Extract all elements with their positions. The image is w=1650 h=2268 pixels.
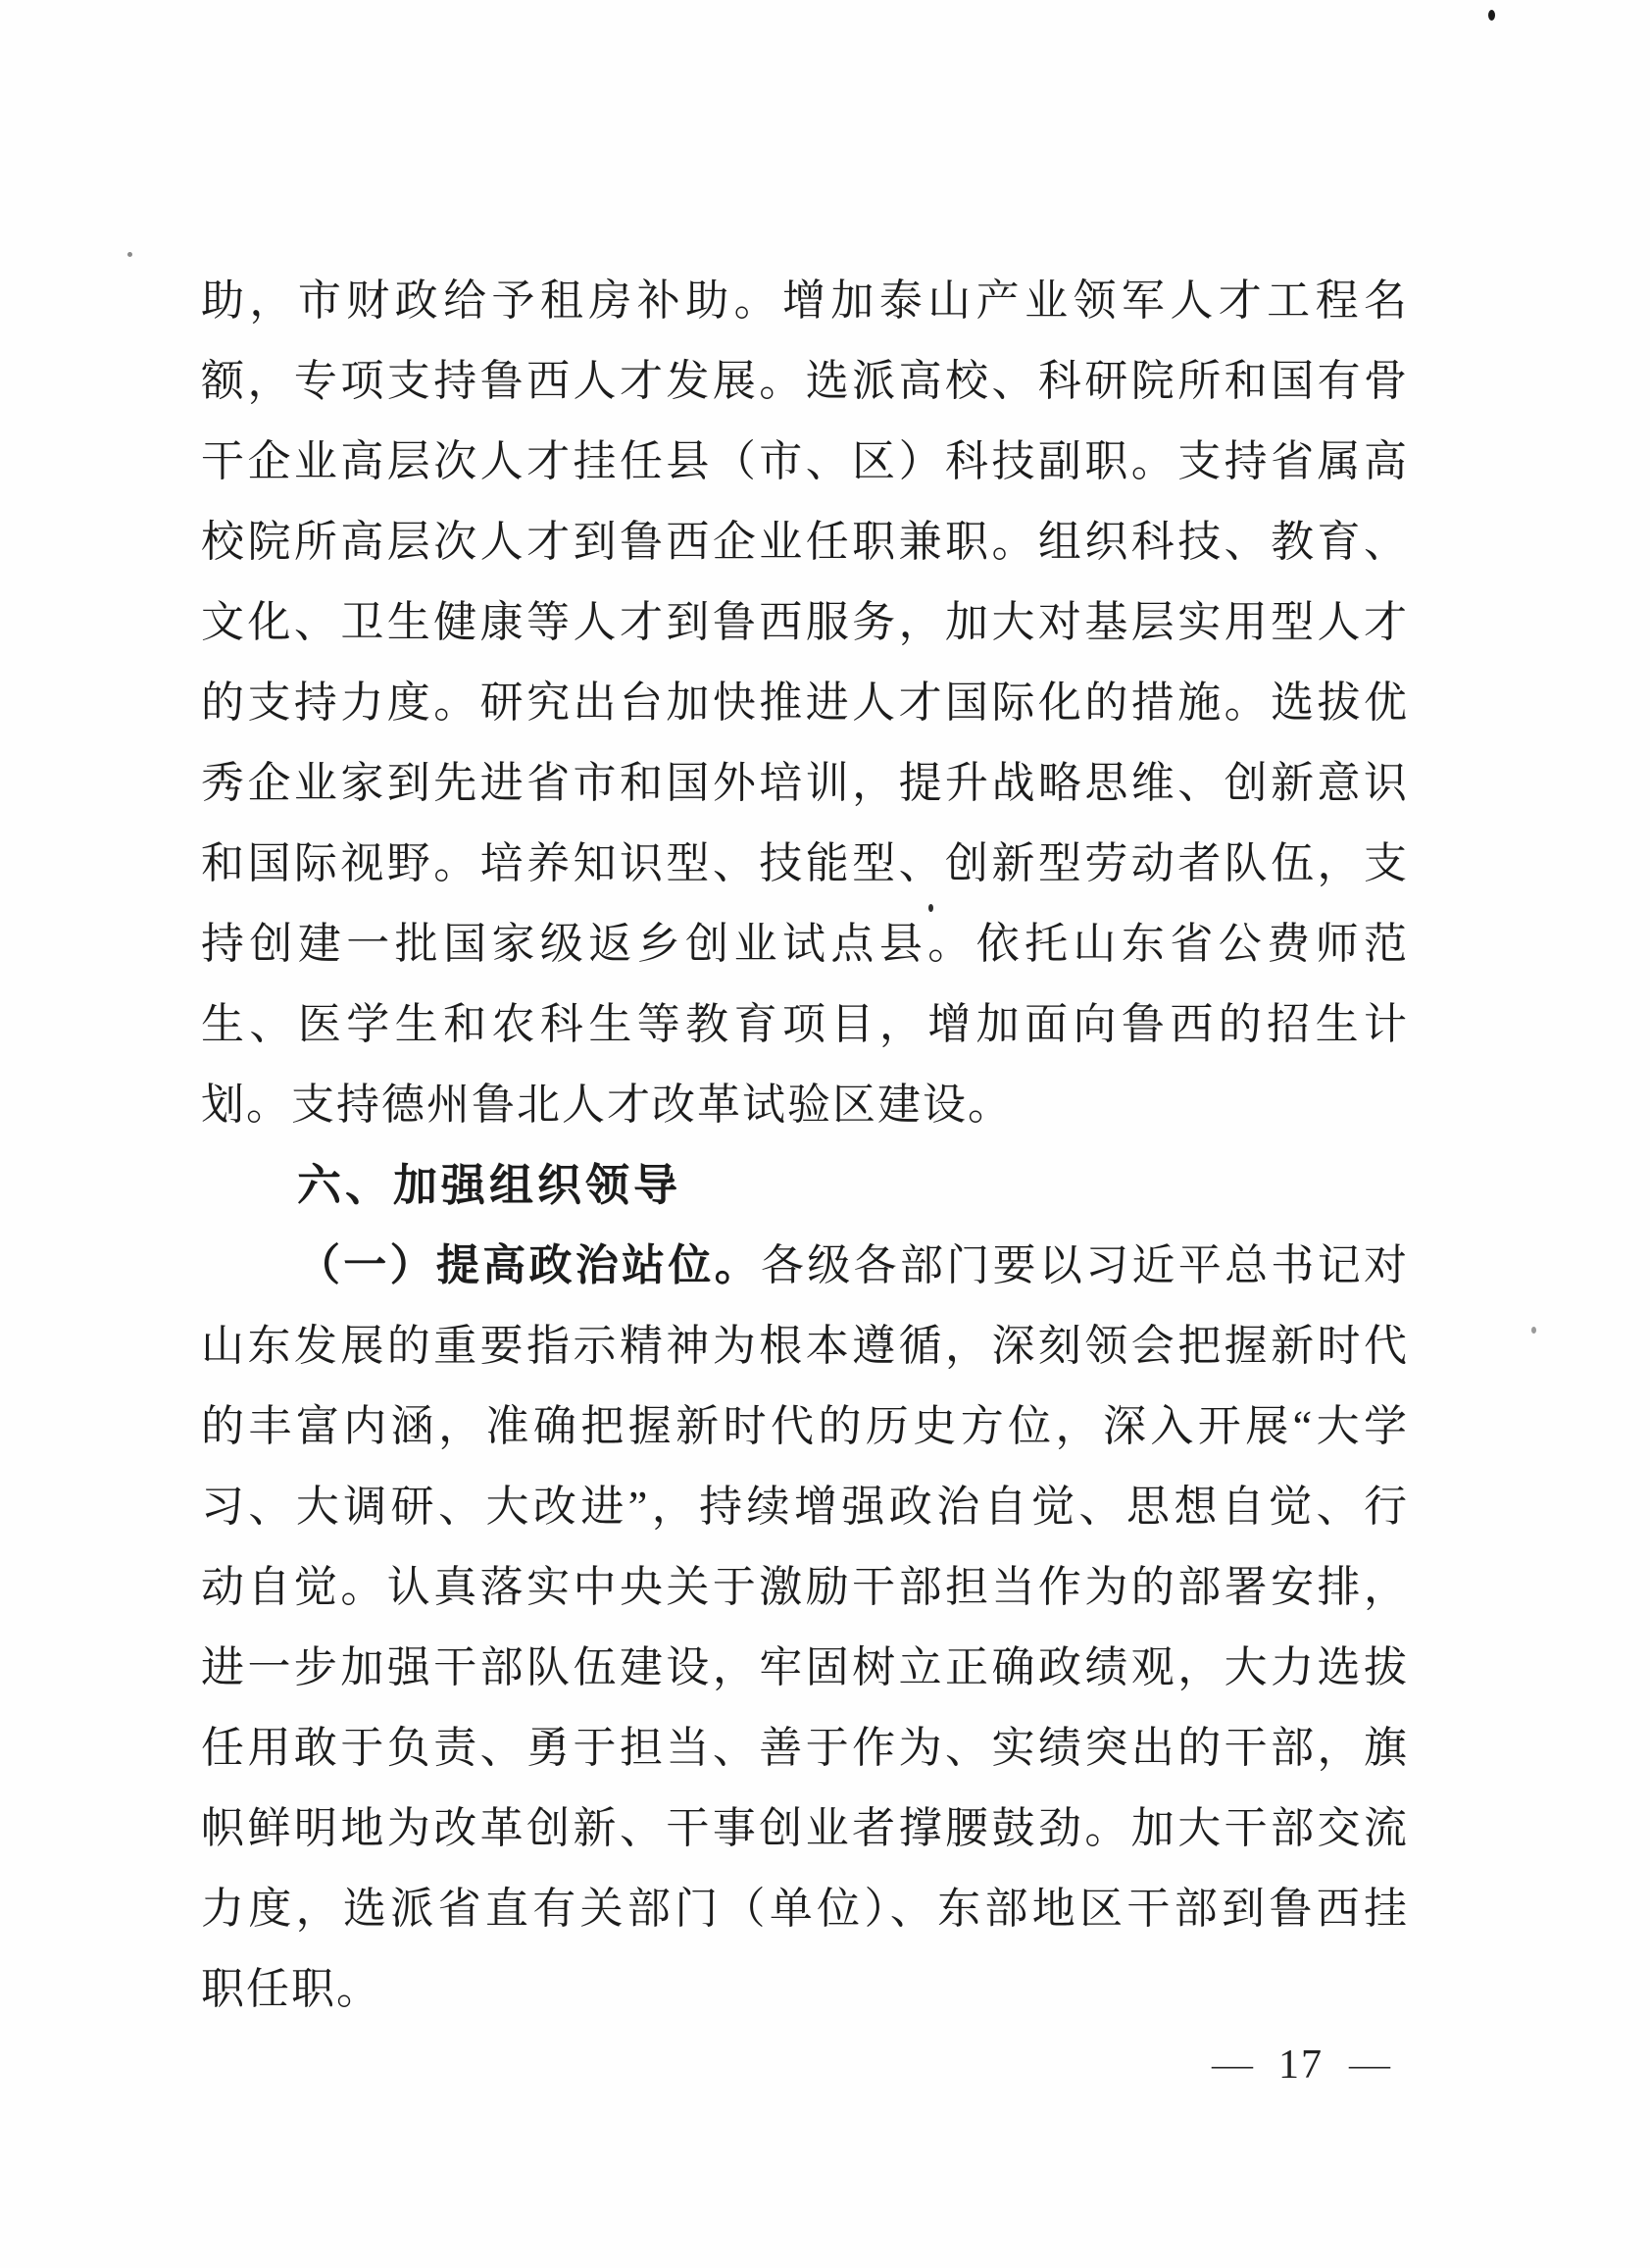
scan-speck xyxy=(1488,10,1495,21)
scan-speck xyxy=(928,904,933,912)
text-line: 额，专项支持鲁西人才发展。选派高校、科研院所和国有骨 xyxy=(201,357,1409,405)
scan-speck xyxy=(127,252,132,257)
text-line: 持创建一批国家级返乡创业试点县。依托山东省公费师范 xyxy=(201,920,1409,968)
text-line: 进一步加强干部队伍建设，牢固树立正确政绩观，大力选拔 xyxy=(201,1643,1409,1691)
text-line: 山东发展的重要指示精神为根本遵循，深刻领会把握新时代 xyxy=(201,1322,1409,1370)
page-number: 17 xyxy=(1278,2042,1324,2088)
text-line xyxy=(201,1226,1409,1306)
text-line: 生、医学生和农科生等教育项目，增加面向鲁西的招生计 xyxy=(201,1000,1409,1048)
text-line: 文化、卫生健康等人才到鲁西服务，加大对基层实用型人才 xyxy=(201,598,1409,646)
text-line: 帜鲜明地为改革创新、干事创业者撑腰鼓劲。加大干部交流 xyxy=(201,1804,1409,1852)
scan-speck xyxy=(1531,1327,1536,1334)
text-line: 的丰富内涵，准确把握新时代的历史方位，深入开展“大学 xyxy=(201,1402,1409,1450)
section-heading: 六、加强组织领导 xyxy=(297,1160,682,1210)
text-line: 任用敢于负责、勇于担当、善于作为、实绩突出的干部，旗 xyxy=(201,1724,1409,1772)
text-line: 职任职。 xyxy=(201,1965,381,2013)
text-line: 干企业高层次人才挂任县（市、区）科技副职。支持省属高 xyxy=(201,437,1409,485)
text-line: 助，市财政给予租房补助。增加泰山产业领军人才工程名 xyxy=(201,277,1409,325)
text-line: 校院所高层次人才到鲁西企业任职兼职。组织科技、教育、 xyxy=(201,518,1409,566)
page-number-footer xyxy=(1212,2041,1390,2089)
subsection-title: （一）提高政治站位。 xyxy=(297,1241,762,1289)
footer-dash-left: — xyxy=(1212,2046,1253,2084)
text-line: 和国际视野。培养知识型、技能型、创新型劳动者队伍，支 xyxy=(201,839,1409,887)
document-text-block xyxy=(201,261,1409,2030)
text-line: 习、大调研、大改进”，持续增强政治自觉、思想自觉、行 xyxy=(201,1483,1409,1531)
text-run: 各级各部门要以习近平总书记对 xyxy=(761,1241,1410,1289)
text-line: 秀企业家到先进省市和国外培训，提升战略思维、创新意识 xyxy=(201,759,1409,807)
text-line: 动自觉。认真落实中央关于激励干部担当作为的部署安排， xyxy=(201,1563,1409,1611)
text-line: 划。支持德州鲁北人才改革试验区建设。 xyxy=(201,1081,1013,1129)
text-line: 的支持力度。研究出台加快推进人才国际化的措施。选拔优 xyxy=(201,679,1409,727)
text-line: 力度，选派省直有关部门（单位）、东部地区干部到鲁西挂 xyxy=(201,1885,1409,1933)
footer-dash-right: — xyxy=(1349,2046,1390,2084)
